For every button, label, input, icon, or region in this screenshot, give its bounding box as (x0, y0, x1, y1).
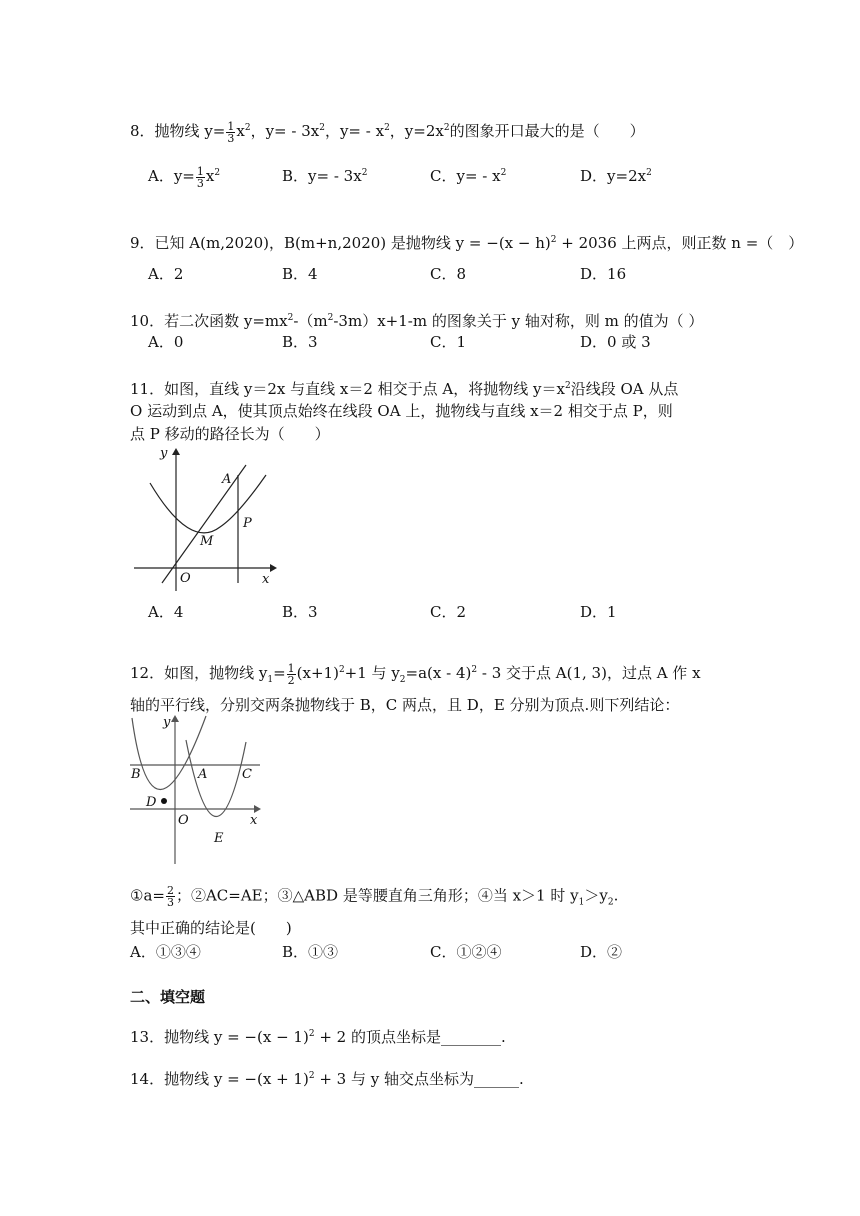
q9-option-a: A．2 (148, 265, 184, 283)
fig-label-o: O (178, 813, 189, 828)
fig-label-m: M (200, 534, 214, 549)
q11-stem-line1: 11．如图，直线 y＝2x 与直线 x＝2 相交于点 A，将抛物线 $y=x^2$沿线段 OA 从点 (130, 380, 679, 398)
fig-label-x: x (250, 813, 258, 828)
fig-label-y: y (160, 446, 168, 461)
parabola-y2 (186, 740, 246, 817)
q9-option-b: B．4 (282, 265, 318, 283)
q12-figure (128, 712, 268, 866)
q8-option-b: B．$y= - 3x^2$ (282, 167, 368, 185)
q9-stem: 9．已知 A(m,2020)，B(m+n,2020) 是抛物线 $y = -(x - h)^2 + 2036$ 上两点，则正数 n =（ ） (130, 234, 804, 252)
q11-option-b: B．3 (282, 603, 318, 621)
q12-stem-line1: 12．如图，抛物线 $y_1=$ $\frac{1}{2}$ $(x+1)^2+1$ 与 $y_2=a(x - 4)^2 - 3$ 交于点 A(1, 3)，过点 A 作 x (130, 661, 701, 687)
q9-option-c: C．8 (430, 265, 467, 283)
q12-option-d: D．② (580, 943, 623, 961)
q10-option-b: B．3 (282, 333, 318, 351)
q11-option-a: A．4 (148, 603, 184, 621)
q12-option-a: A．①③④ (130, 943, 201, 961)
fig-label-o: O (180, 571, 191, 586)
q8-option-c: C．$y= - x^2$ (430, 167, 507, 185)
q13-stem: 13．抛物线 $y = -(x - 1)^2 + 2$ 的顶点坐标是________. (130, 1028, 506, 1046)
q12-stem-line2: 轴的平行线，分别交两条抛物线于 B，C 两点，且 D，E 分别为顶点.则下列结论： (130, 696, 680, 714)
line-y-2x (162, 465, 246, 583)
section-heading: 二、填空题 (130, 988, 206, 1006)
q11-figure (130, 445, 280, 595)
fig-label-d: D (146, 795, 157, 810)
q10-option-a: A．0 (148, 333, 184, 351)
fig-label-a: A (222, 472, 232, 487)
q10-option-c: C．1 (430, 333, 467, 351)
fig-label-c: C (242, 767, 252, 782)
q12-option-b: B．①③ (282, 943, 339, 961)
fig-label-a: A (198, 767, 208, 782)
q10-option-d: D．0 或 3 (580, 333, 651, 351)
x-arrow (270, 564, 277, 572)
fig-label-e: E (214, 831, 224, 846)
q8-option-d: D．$y=2x^2$ (580, 167, 652, 185)
q8-option-a: A．y= $\frac{1}{3}$ $x^2$ (148, 164, 221, 190)
q12-ask: 其中正确的结论是( ) (130, 919, 292, 937)
q11-option-c: C．2 (430, 603, 467, 621)
q8-stem: 8．抛物线 y= $\frac{1}{3}$ $x^2$，$y= - 3x^2$，$y= - x^2$，$y=2x^2$的图象开口最大的是（ ） (130, 119, 645, 145)
q12-option-c: C．①②④ (430, 943, 502, 961)
y-arrow (171, 715, 179, 722)
q11-stem-line3: 点 P 移动的路径长为（ ） (130, 425, 330, 443)
fraction: $\frac{1}{3}$ (227, 119, 235, 145)
q11-option-d: D．1 (580, 603, 617, 621)
vertex-d (161, 798, 167, 804)
fig-label-b: B (131, 767, 141, 782)
y-arrow (172, 448, 180, 455)
q14-stem: 14．抛物线 $y = -(x + 1)^2 + 3$ 与 y 轴交点坐标为______. (130, 1070, 524, 1088)
q10-stem: 10．若二次函数 $y=mx^2-(m^2-3m)x+1-m$ 的图象关于 y 轴对称，则 m 的值为（ ） (130, 312, 704, 330)
fig-label-y: y (163, 715, 171, 730)
q9-option-d: D．16 (580, 265, 627, 283)
q11-stem-line2: O 运动到点 A，使其顶点始终在线段 OA 上，抛物线与直线 x＝2 相交于点 P，则 (130, 402, 673, 420)
fig-label-p: P (243, 516, 252, 531)
x-arrow (254, 805, 261, 813)
q12-conclusions: ①a= $\frac{2}{3}$ ；②AC=AE；③△ABD 是等腰直角三角形；④当 x＞1 时 $y_1>y_2$. (130, 884, 619, 909)
fig-label-x: x (262, 572, 270, 587)
